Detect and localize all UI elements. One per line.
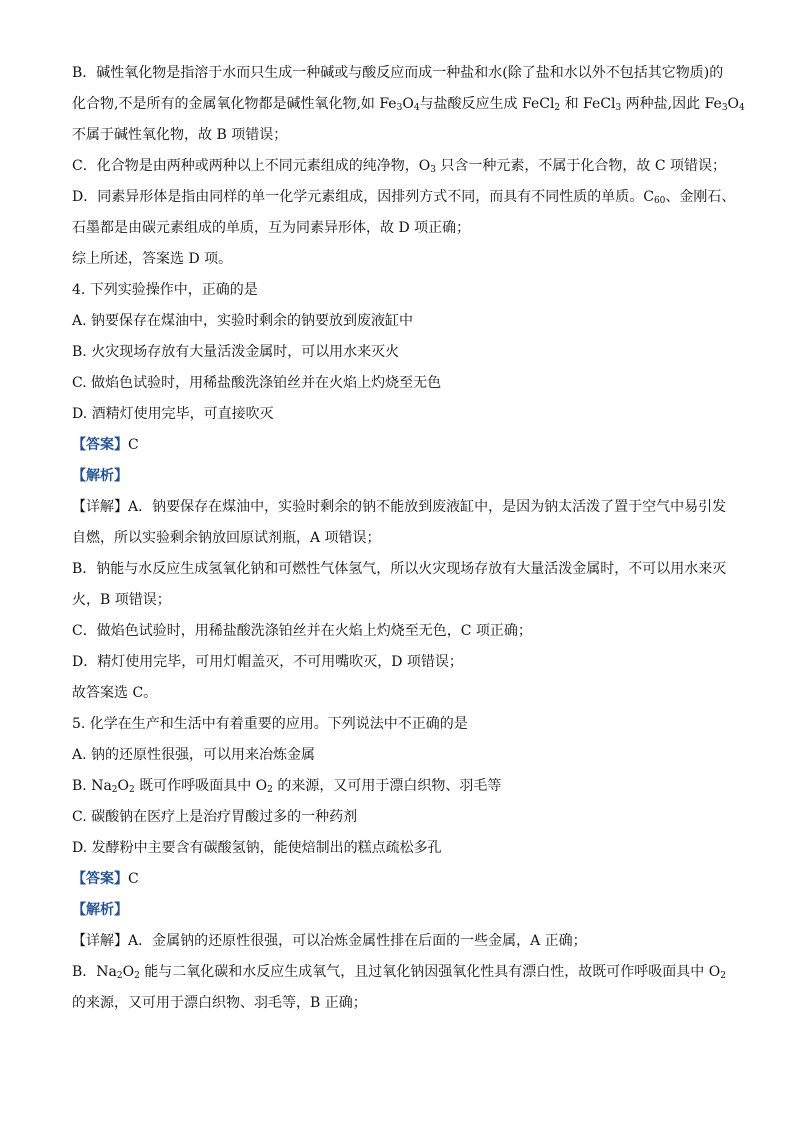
text-segment: C — [128, 437, 139, 453]
subscript: 2 — [134, 971, 140, 981]
text-segment: 只含一种元素，不属于化合物，故 C 项错误； — [435, 158, 726, 174]
text-line — [72, 864, 732, 895]
text-segment: C — [128, 871, 139, 887]
subscript: 4 — [739, 103, 745, 113]
text-segment: 的来源，又可用于漂白织物、羽毛等，B 正确； — [72, 995, 367, 1011]
text-line — [72, 306, 732, 337]
text-line — [72, 616, 732, 647]
text-line — [72, 709, 732, 740]
section-label: 【答案】 — [72, 871, 128, 887]
text-segment: C．做焰色试验时，用稀盐酸洗涤铂丝并在火焰上灼烧至无色，C 项正确； — [72, 623, 532, 639]
text-segment: D．同素异形体是指由同样的单一化学元素组成，因排列方式不同，而具有不同性质的单质。C — [72, 189, 654, 205]
text-line — [72, 740, 732, 771]
section-label: 【解析】 — [72, 902, 128, 918]
text-segment: D. 酒精灯使用完毕，可直接吹灭 — [72, 406, 274, 422]
section-label: 【答案】 — [72, 437, 128, 453]
section-label: 【解析】 — [72, 468, 128, 484]
text-segment: 能与二氧化碳和水反应生成氧气，且过氧化钠因强氧化性具有漂白性，故既可作呼吸面具中 O — [139, 964, 721, 980]
text-line — [72, 461, 732, 492]
text-segment: B. Na — [72, 778, 112, 794]
text-line — [72, 89, 745, 120]
text-line — [72, 368, 732, 399]
text-segment: 火，B 项错误； — [72, 592, 171, 608]
text-line — [72, 58, 732, 89]
subscript: 2 — [720, 971, 726, 981]
text-segment: 5. 化学在生产和生活中有着重要的应用。下列说法中不正确的是 — [72, 716, 468, 732]
subscript: 2 — [116, 971, 123, 981]
text-segment: 综上所述，答案选 D 项。 — [72, 251, 233, 267]
text-line — [72, 399, 732, 430]
text-line — [72, 988, 732, 1019]
text-segment: 石墨都是由碳元素组成的单质，互为同素异形体，故 D 项正确； — [72, 220, 471, 236]
text-segment: A. 钠的还原性很强，可以用来冶炼金属 — [72, 747, 316, 763]
text-line — [72, 492, 732, 523]
text-line — [72, 337, 732, 368]
text-segment: O — [122, 964, 135, 980]
text-segment: 4. 下列实验操作中，正确的是 — [72, 282, 258, 298]
subscript: 3 — [615, 103, 622, 113]
subscript: 2 — [111, 785, 118, 795]
text-segment: B．Na — [72, 964, 117, 980]
text-segment: C. 碳酸钠在医疗上是治疗胃酸过多的一种药剂 — [72, 809, 358, 825]
text-segment: B．碱性氧化物是指溶于水而只生成一种碱或与酸反应而成一种盐和水(除了盐和水以外不包括其它物质)的 — [72, 65, 724, 81]
text-segment: A. 钠要保存在煤油中，实验时剩余的钠要放到废液缸中 — [72, 313, 414, 329]
text-segment: 既可作呼吸面具中 O — [134, 778, 268, 794]
text-segment: 【详解】A．钠要保存在煤油中，实验时剩余的钠不能放到废液缸中，是因为钠太活泼了置于空气中易引发 — [72, 499, 727, 515]
text-segment: 故答案选 C。 — [72, 685, 158, 701]
text-segment: O — [117, 778, 130, 794]
text-line — [72, 957, 732, 988]
text-line — [72, 523, 732, 554]
text-line — [72, 244, 732, 275]
subscript: 2 — [267, 785, 273, 795]
text-segment: D. 发酵粉中主要含有碳酸氢钠，能使焙制出的糕点疏松多孔 — [72, 840, 442, 856]
text-segment: C. 做焰色试验时，用稀盐酸洗涤铂丝并在火焰上灼烧至无色 — [72, 375, 442, 391]
text-line — [72, 151, 732, 182]
subscript: 3 — [721, 103, 728, 113]
text-line — [72, 771, 732, 802]
text-segment: O — [402, 96, 414, 112]
text-line — [72, 275, 732, 306]
text-line — [72, 430, 732, 461]
text-segment: O — [727, 96, 740, 112]
text-line — [72, 554, 732, 585]
text-segment: D．精灯使用完毕，可用灯帽盖灭，不可用嘴吹灭，D 项错误； — [72, 654, 463, 670]
text-line — [72, 585, 732, 616]
subscript: 3 — [430, 165, 436, 175]
text-line — [72, 833, 732, 864]
subscript: 2 — [554, 103, 561, 113]
text-line — [72, 120, 732, 151]
text-line — [72, 647, 732, 678]
text-segment: 、金刚石、 — [665, 189, 736, 205]
text-segment: 【详解】A．金属钠的还原性很强，可以冶炼金属性排在后面的一些金属，A 正确； — [72, 933, 587, 949]
text-line — [72, 895, 732, 926]
subscript: 2 — [129, 785, 135, 795]
text-segment: B．钠能与水反应生成氢氧化钠和可燃性气体氢气，所以火灾现场存放有大量活泼金属时，不可以用水来灭 — [72, 561, 727, 577]
text-segment: C．化合物是由两种或两种以上不同元素组成的纯净物，O — [72, 158, 431, 174]
text-segment: 与盐酸反应生成 FeCl — [419, 96, 555, 112]
text-line — [72, 182, 736, 213]
text-line — [72, 678, 732, 709]
text-segment: 化合物,不是所有的金属氧化物都是碱性氧化物,如 Fe — [72, 96, 397, 112]
text-segment: 两种盐,因此 Fe — [621, 96, 722, 112]
text-segment: 的来源，又可用于漂白织物、羽毛等 — [272, 778, 502, 794]
text-line — [72, 802, 732, 833]
subscript: 60 — [653, 196, 666, 206]
document-page — [72, 58, 745, 1019]
text-segment: 和 FeCl — [560, 96, 616, 112]
text-segment: B. 火灾现场存放有大量活泼金属时，可以用水来灭火 — [72, 344, 400, 360]
subscript: 4 — [413, 103, 420, 113]
text-line — [72, 213, 732, 244]
text-line — [72, 926, 732, 957]
text-segment: 不属于碱性氧化物，故 B 项错误； — [72, 127, 288, 143]
text-segment: 自燃，所以实验剩余钠放回原试剂瓶，A 项错误； — [72, 530, 381, 546]
subscript: 3 — [396, 103, 403, 113]
